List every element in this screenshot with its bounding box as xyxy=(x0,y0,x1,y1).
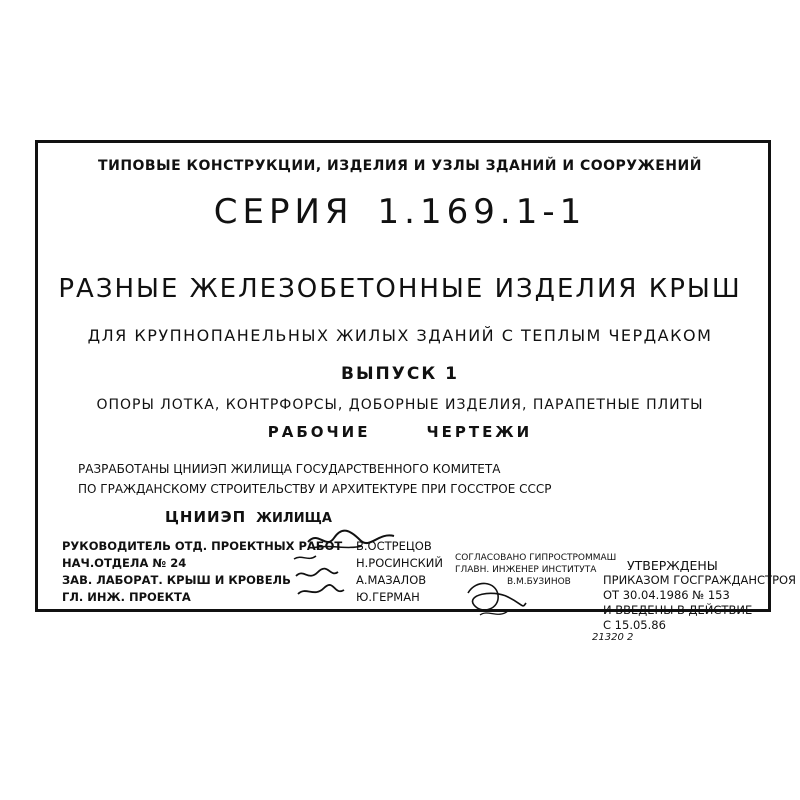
series-number: 1.169.1-1 xyxy=(377,192,587,232)
staff-name: В.ОСТРЕЦОВ xyxy=(356,539,432,553)
approval-line: ОТ 30.04.1986 № 153 xyxy=(603,588,730,602)
working-word-1: РАБОЧИЕ xyxy=(267,423,371,441)
approval-line: ПРИКАЗОМ ГОСГРАЖДАНСТРОЯ xyxy=(603,573,797,587)
issue-number: ВЫПУСК 1 xyxy=(340,364,460,384)
organization-suffix: ЖИЛИЩА xyxy=(256,511,332,526)
organization-name xyxy=(165,508,332,526)
staff-name: Ю.ГЕРМАН xyxy=(356,590,420,604)
agreed-name: В.М.БУЗИНОВ xyxy=(507,577,571,587)
approval-line: С 15.05.86 xyxy=(603,618,666,632)
staff-names xyxy=(356,538,443,606)
series-label: СЕРИЯ xyxy=(213,192,354,232)
staff-name: Н.РОСИНСКИЙ xyxy=(356,556,443,570)
developed-line-1: РАЗРАБОТАНЫ ЦНИИЭП ЖИЛИЩА ГОСУДАРСТВЕННОГО КОМИТЕТА xyxy=(78,462,501,476)
series-title xyxy=(0,192,800,232)
agreed-signature-image xyxy=(462,575,532,625)
sheet-number: 21320 2 xyxy=(592,632,634,643)
staff-role: НАЧ.ОТДЕЛА № 24 xyxy=(62,556,187,570)
agreed-line-2: ГЛАВН. ИНЖЕНЕР ИНСТИТУТА xyxy=(455,565,597,575)
staff-name: А.МАЗАЛОВ xyxy=(356,573,427,587)
staff-role: РУКОВОДИТЕЛЬ ОТД. ПРОЕКТНЫХ РАБОТ xyxy=(62,539,343,553)
organization-abbrev: ЦНИИЭП xyxy=(165,508,247,526)
document-subtitle: ДЛЯ КРУПНОПАНЕЛЬНЫХ ЖИЛЫХ ЗДАНИЙ С ТЕПЛЫМ ЧЕРДАКОМ xyxy=(87,326,713,345)
working-word-2: ЧЕРТЕЖИ xyxy=(426,423,533,441)
issue-contents: ОПОРЫ ЛОТКА, КОНТРФОРСЫ, ДОБОРНЫЕ ИЗДЕЛИЯ, ПАРАПЕТНЫЕ ПЛИТЫ xyxy=(96,397,704,413)
document-title: РАЗНЫЕ ЖЕЛЕЗОБЕТОННЫЕ ИЗДЕЛИЯ КРЫШ xyxy=(58,274,742,304)
header-line: ТИПОВЫЕ КОНСТРУКЦИИ, ИЗДЕЛИЯ И УЗЛЫ ЗДАНИЙ И СООРУЖЕНИЙ xyxy=(98,158,702,174)
staff-role: ЗАВ. ЛАБОРАТ. КРЫШ И КРОВЕЛЬ xyxy=(62,573,291,587)
staff-role: ГЛ. ИНЖ. ПРОЕКТА xyxy=(62,590,191,604)
developed-line-2: ПО ГРАЖДАНСКОМУ СТРОИТЕЛЬСТВУ И АРХИТЕКТУРЕ ПРИ ГОССТРОЕ СССР xyxy=(78,482,552,496)
approval-line: И ВВЕДЕНЫ В ДЕЙСТВИЕ xyxy=(603,603,753,617)
agreed-line-1: СОГЛАСОВАНО ГИПРОСТРОММАШ xyxy=(455,553,617,563)
working-drawings-label xyxy=(0,423,800,441)
approval-block xyxy=(603,558,796,633)
approval-heading: УТВЕРЖДЕНЫ xyxy=(627,558,718,573)
